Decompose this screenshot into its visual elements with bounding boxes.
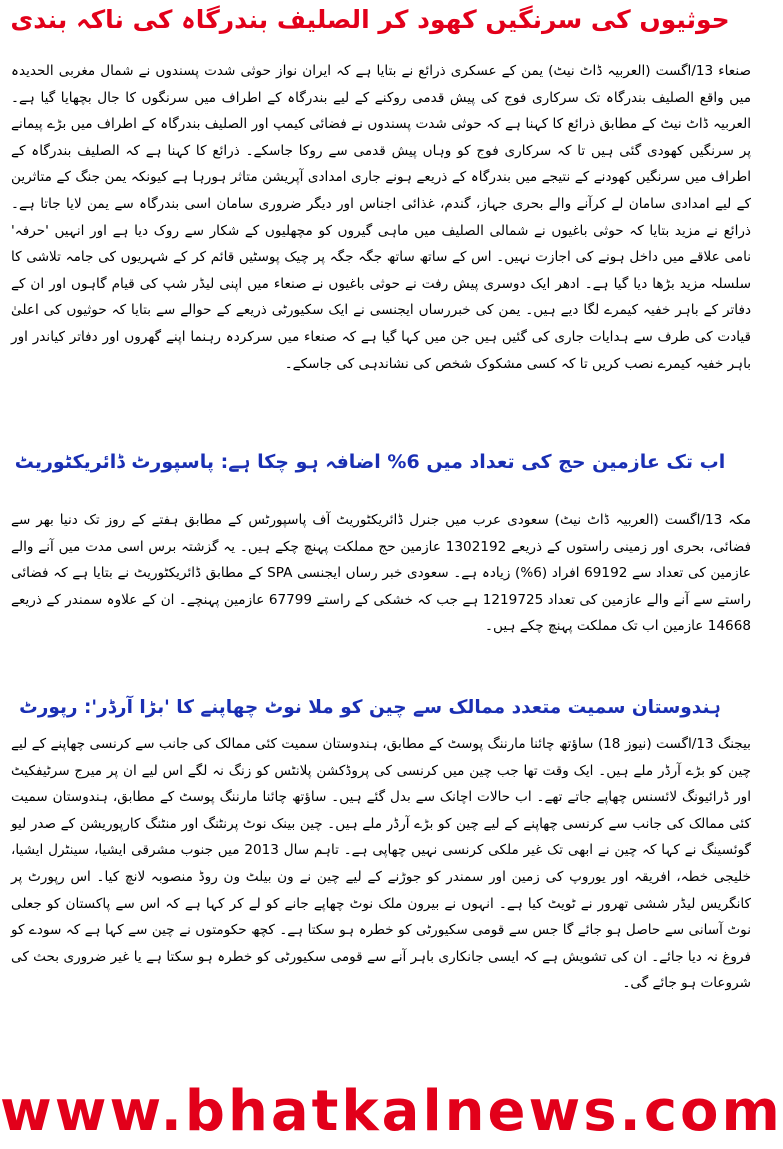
story2-article: [0, 507, 762, 707]
story1-article: [0, 58, 762, 458]
story1-headline: حوثیوں کی سرنگیں کھود کر الصلیف بندرگاہ کی ناکہ بندی: [10, 5, 730, 34]
story3-headline: ہندوستان سمیت متعدد ممالک سے چین کو ملا نوٹ چھاپنے کا 'بڑا آرڈر': رپورٹ: [19, 697, 721, 718]
story3-article: [0, 731, 762, 1041]
site-url-footer: www.bhatkalnews.com: [0, 1079, 783, 1144]
story1-body: صنعاء 13/اگست (العربیہ ڈاٹ نیٹ) یمن کے عسکری ذرائع نے بتایا ہے کہ ایران نواز حوثی شدت پسندوں نے شمال مغربی الحدیدہ میں واقع الصلیف بندرگاہ تک سرکاری فوج کی پیش قدمی روکنے کے لیے بندرگاہ کے اطراف میں سرنگوں کا جال بچھایا گیا ہے۔العربیہ ڈاٹ نیٹ کے مطابق ذرائع کا کہنا ہے کہ حوثی شدت پسندوں نے فضائی کیمپ اور الصلیف بندرگاہ کے اطراف میں بڑے پیمانے پر سرنگیں کھودی گئی ہیں تا کہ سرکاری فوج کو وہاں پیش قدمی سے روکا جاسکے۔ ذرائع کا کہنا ہے کہ الصلیف بندرگاہ کے اطراف میں سرنگیں کھودنے کے نتیجے میں بندرگاہ کے ذریعے ہونے جاری امدادی آپریشن متاثر ہورہا ہے کیونکہ یمن جنگ کے متاثرین کے لیے امدادی سامان لے کرآنے والے بحری جہاز، گندم، غذائی اجناس اور دیگر ضروری سامان اسی بندرگاہ سے یمن لایا جاتا ہے۔ ذرائع نے مزید بتایا کہ حوثی باغیوں نے شمالی الصلیف میں ماہی گیروں کو مچھلیوں کے شکار سے روک دیا ہے اور انہیں 'حرفہ' نامی علاقے میں داخل ہونے کی اجازت نہیں۔ اس کے ساتھ ساتھ جگہ جگہ پر چیک پوسٹیں قائم کر کے شہریوں کی جامہ تلاشی کا سلسلہ مزید بڑھا دیا گیا ہے۔ ادھر ایک دوسری پیش رفت نے حوثی باغیوں نے صنعاء میں اپنی لیڈر شپ کی قیام گاہوں اور ان کے دفاتر کے باہر خفیہ کیمرے لگا دیے ہیں۔ یمن کی خبررساں ایجنسی نے ایک سکیورٹی ذریعے کے حوالے سے بتایا کہ حوثیوں کی اعلیٰ قیادت کی طرف سے ہدایات جاری کی گئیں ہیں جن میں کہا گیا ہے کہ صنعاء میں سرکردہ رہنما اپنے گھروں اور دفاتر کیاندر اور باہر خفیہ کیمرے نصب کریں تا کہ کسی مشکوک شخص کی نشاندہی کی جاسکے۔: [11, 63, 751, 372]
story3-body: بیجنگ 13/اگست (نیوز 18) ساؤتھ چائنا مارننگ پوسٹ کے مطابق، ہندوستان سمیت کئی ممالک کی جانب سے کرنسی چھاپنے کے لیے چین کو بڑے آرڈر ملے ہیں۔ ایک وقت تھا جب چین میں کرنسی کی پروڈکشن پلانٹس کو زنگ نہ لگے اس لیے ان پر میرج سرٹیفکیٹ اور ڈرائیونگ لائسنس چھاپے جاتے تھے۔ اب حالات اچانک سے بدل گئے ہیں۔ ساؤتھ چائنا مارننگ پوسٹ کے مطابق، ہندوستان سمیت کئی ممالک کی جانب سے کرنسی چھاپنے کے لیے چین کو بڑے آرڈر ملے ہیں۔ چین بینک نوٹ پرنٹنگ اور منٹنگ کارپوریشن کے صدر لیو گوئسینگ نے کہا کہ چین نے ابھی تک غیر ملکی کرنسی نہیں چھاپی ہے۔ تاہم سال 2013 میں جنوب مشرقی ایشیا، سینٹرل ایشیا، خلیجی خطہ، افریقہ اور یوروپ کی زمین اور سمندر کو جوڑنے کے لیے چین نے ون بیلٹ ون روڈ منصوبہ لانچ کیا۔ اس رپورٹ پر کانگریس لیڈر ششی تھرور نے ٹویٹ کیا ہے۔ انہوں نے بیرون ملک نوٹ چھاپے جانے کو لے کر کہا ہے کہ اس سے پاکستان کو جعلی نوٹ آسانی سے حاصل ہو جائے گا جس سے قومی سکیورٹی کو خطرہ ہو سکتا ہے۔ کچھ حکومتوں نے چین سے کہا ہے کہ سودے کو فروغ نہ دیا جائے۔ ان کی تشویش ہے کہ ایسی جانکاری باہر آنے سے قومی سکیورٹی کو خطرہ ہو سکتا ہے یا غیر ضروری بحث کی شروعات ہو جائے گی۔: [11, 736, 751, 992]
story2-headline: اب تک عازمین حج کی تعداد میں 6% اضافہ ہو چکا ہے: پاسپورٹ ڈائریکٹوریٹ: [14, 451, 726, 473]
story2-body: مکہ 13/اگست (العربیہ ڈاٹ نیٹ) سعودی عرب میں جنرل ڈائریکٹوریٹ آف پاسپورٹس کے مطابق ہفتے کے روز تک دنیا بھر سے فضائی، بحری اور زمینی راستوں کے ذریعے 1302192 عازمین حج مملکت پہنچ چکے ہیں۔ یہ گزشتہ برس اسی مدت میں آنے والے عازمین کی تعداد سے 69192 افراد (6%) زیادہ ہے۔ سعودی خبر رساں ایجنسی SPA کے مطابق ڈائریکٹوریٹ نے بتایا ہے کہ فضائی راستے سے آنے والے عازمین کی تعداد 1219725 ہے جب کہ خشکی کے راستے 67799 عازمین پہنچے۔ ان کے علاوہ سمندر کے ذریعے 14668 عازمین اب تک مملکت پہنچ چکے ہیں۔: [11, 512, 751, 635]
